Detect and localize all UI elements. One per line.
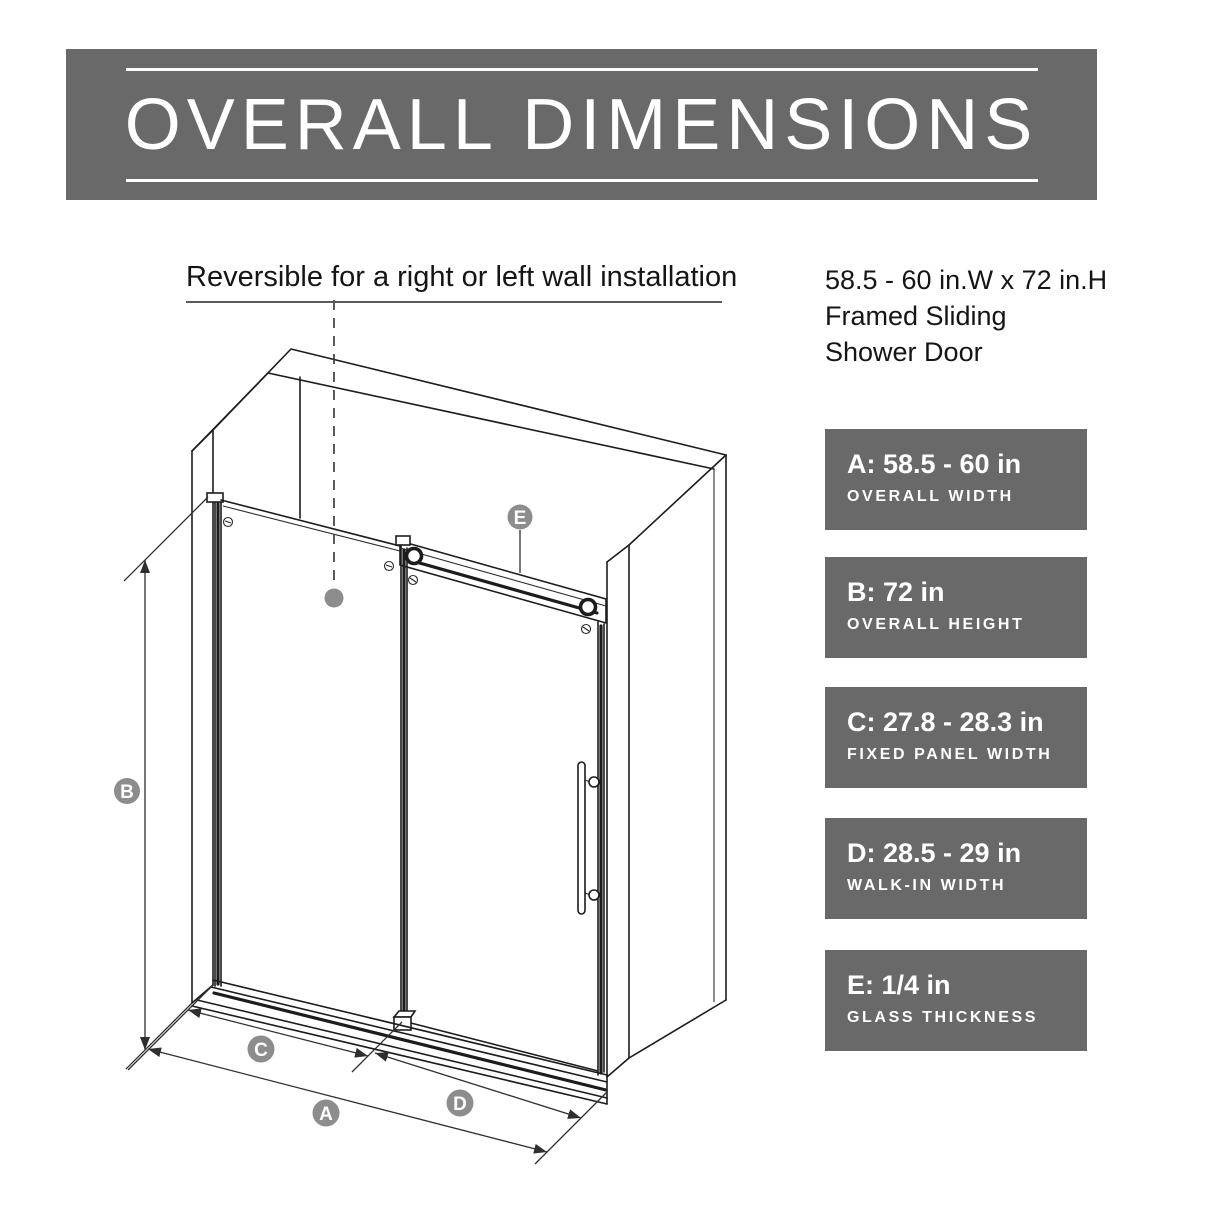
pivot-dot (325, 589, 344, 608)
dimension-lines (145, 530, 581, 1152)
rail-screw (409, 576, 418, 585)
roller-left (407, 549, 422, 564)
spec-name: OVERALL WIDTH (847, 487, 1014, 505)
label-c: C (254, 1040, 268, 1061)
spec-value: A: 58.5 - 60 in (847, 449, 1022, 479)
dim-line-d (375, 1053, 581, 1118)
door-handle (578, 762, 599, 914)
roller-right (581, 600, 596, 615)
label-b: B (120, 782, 134, 803)
product-size: 58.5 - 60 in.W x 72 in.H (825, 265, 1108, 295)
spec-name: OVERALL HEIGHT (847, 615, 1025, 633)
reversible-indicator (325, 300, 344, 608)
spec-box-fixed-panel-width (825, 687, 1087, 788)
dim-line-a (148, 1049, 547, 1152)
product-summary (825, 262, 1107, 370)
product-name: Shower Door (825, 337, 983, 367)
label-e: E (513, 508, 527, 529)
spec-value: D: 28.5 - 29 in (847, 838, 1022, 868)
product-type: Framed Sliding (825, 301, 1007, 331)
panel-screw (224, 518, 233, 527)
dim-line-c (188, 1010, 368, 1056)
rail-screw (582, 625, 591, 634)
spec-value: E: 1/4 in (847, 970, 951, 1000)
spec-name: GLASS THICKNESS (847, 1008, 1039, 1026)
dimension-labels (114, 505, 533, 1127)
spec-box-overall-width (825, 429, 1087, 530)
label-a: A (319, 1104, 333, 1125)
spec-name: WALK-IN WIDTH (847, 876, 1007, 894)
page-title: OVERALL DIMENSIONS (124, 84, 1039, 165)
banner-rules (126, 68, 1038, 182)
back-rim (192, 349, 726, 518)
top-rail (400, 541, 606, 634)
door-top-cap (396, 536, 410, 545)
right-wall (607, 455, 726, 1077)
spec-box-walk-in-width (825, 818, 1087, 919)
spec-name: FIXED PANEL WIDTH (847, 745, 1053, 763)
sliding-door (394, 536, 604, 1075)
spec-value: B: 72 in (847, 577, 945, 607)
left-wall (192, 430, 213, 1003)
panel-screw (385, 562, 394, 571)
fixed-panel (207, 493, 400, 986)
reversible-note: Reversible for a right or left wall installation (186, 261, 722, 303)
title-banner (66, 49, 1097, 200)
spec-value: C: 27.8 - 28.3 in (847, 707, 1044, 737)
label-d: D (453, 1094, 467, 1115)
spec-box-overall-height (825, 557, 1087, 658)
spec-box-glass-thickness (825, 950, 1087, 1051)
